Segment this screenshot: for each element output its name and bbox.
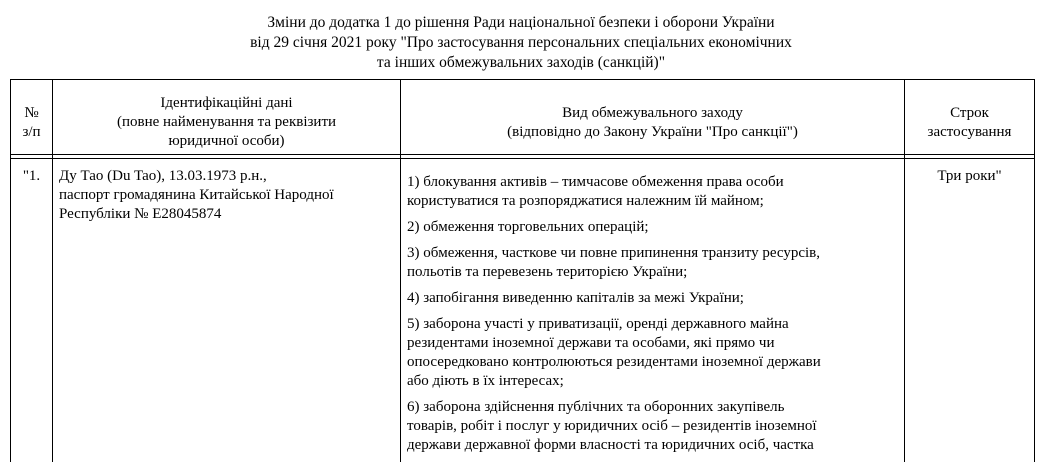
ident-line: паспорт громадянина Китайської Народної	[59, 187, 334, 203]
title-line-3: та інших обмежувальних заходів (санкцій)"	[376, 54, 666, 71]
measure-line: 5) заборона участі у приватизації, оренді державного майна	[407, 316, 789, 332]
header-measure-line-1: Вид обмежувального заходу	[562, 105, 743, 121]
measure-line: польотів та перевезень територією України;	[407, 264, 688, 280]
ident-line: Ду Тао (Du Tao), 13.03.1973 р.н.,	[59, 168, 267, 184]
document-title	[0, 13, 1042, 73]
header-term	[905, 80, 1035, 155]
table-header-row	[11, 80, 1035, 155]
header-identification	[53, 80, 401, 155]
measure-line: опосередковано контролюються резидентами іноземної держави	[407, 354, 821, 370]
row-term: Три роки"	[905, 159, 1035, 463]
measure-line: держави державної форми власності та юридичних осіб, частка	[407, 437, 814, 453]
header-number	[11, 80, 53, 155]
header-identification-line-1: Ідентифікаційні дані	[160, 95, 293, 111]
row-number: "1.	[11, 159, 53, 463]
header-measure-line-2: (відповідно до Закону України "Про санкції")	[507, 124, 798, 140]
row-measures	[401, 159, 905, 463]
row-identification	[53, 159, 401, 463]
measure-line: або діють в їх інтересах;	[407, 373, 564, 389]
sanctions-table	[10, 79, 1035, 462]
header-term-line-1: Строк	[950, 105, 989, 121]
measure-item	[407, 218, 898, 237]
measure-item	[407, 173, 898, 211]
header-term-line-2: застосування	[927, 124, 1012, 140]
measure-line: 2) обмеження торговельних операцій;	[407, 219, 649, 235]
header-identification-line-3: юридичної особи)	[168, 133, 285, 149]
measure-line: 3) обмеження, часткове чи повне припинення транзиту ресурсів,	[407, 245, 820, 261]
measure-item	[407, 398, 898, 455]
header-identification-line-2: (повне найменування та реквізити	[116, 114, 337, 130]
measure-line: резидентами іноземної держави та особами, які прямо чи	[407, 335, 775, 351]
header-number-line-2: з/п	[22, 124, 41, 140]
measure-item	[407, 289, 898, 308]
measure-line: користуватися та розпоряджатися належним їй майном;	[407, 193, 764, 209]
measure-line: 4) запобігання виведенню капіталів за межі України;	[407, 290, 744, 306]
header-number-line-1: №	[24, 105, 39, 121]
measure-line: 6) заборона здійснення публічних та оборонних закупівель	[407, 399, 785, 415]
ident-line: Республіки № E28045874	[59, 206, 222, 222]
measure-line: 1) блокування активів – тимчасове обмеження права особи	[407, 174, 784, 190]
title-line-1: Зміни до додатка 1 до рішення Ради національної безпеки і оборони України	[267, 14, 775, 31]
measure-item	[407, 244, 898, 282]
header-measure-type	[401, 80, 905, 155]
measure-line: товарів, робіт і послуг у юридичних осіб – резидентів іноземної	[407, 418, 817, 434]
measure-item	[407, 315, 898, 391]
title-line-2: від 29 січня 2021 року "Про застосування персональних спеціальних економічних	[250, 34, 792, 51]
table-row	[11, 159, 1035, 463]
